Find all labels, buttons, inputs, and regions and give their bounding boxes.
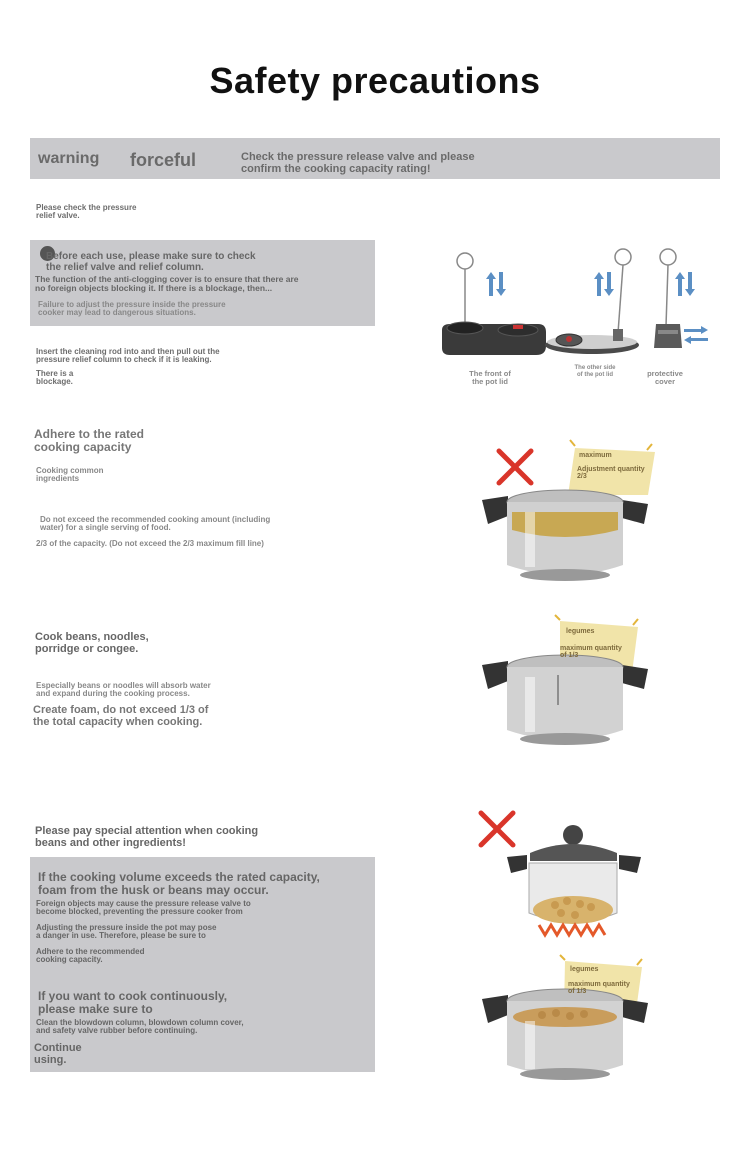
bubble-legumes-title-2: legumes xyxy=(570,966,599,973)
caption-protective-cover: protective cover xyxy=(647,369,683,387)
foam-warning-text: Create foam, do not exceed 1/3 of the total capacity when cooking. xyxy=(33,704,209,728)
continue-using-text: Continue using. xyxy=(34,1042,82,1066)
bubble-legumes-title: legumes xyxy=(566,628,595,635)
rated-capacity-heading: Adhere to the rated cooking capacity xyxy=(34,427,145,454)
leftright-arrows-icon xyxy=(684,326,708,344)
updown-arrows-icon xyxy=(594,272,614,296)
beans-noodles-heading: Cook beans, noodles, porridge or congee. xyxy=(35,631,149,655)
common-ingredients-text: Cooking common ingredients xyxy=(36,466,104,484)
especially-beans-text: Especially beans or noodles will absorb water and expand during the cooking process. xyxy=(36,681,211,699)
clean-blowdown-text: Clean the blowdown column, blowdown column cover, and safety valve rubber before continuing. xyxy=(36,1018,244,1036)
bubble-maximum-title: maximum xyxy=(579,452,612,459)
banner-forceful-label: forceful xyxy=(130,150,197,170)
before-use-text: Before each use, please make sure to check the relief valve and relief column. xyxy=(46,251,256,273)
continuous-cooking-text: If you want to cook continuously, please make sure to xyxy=(38,989,228,1016)
two-thirds-text: 2/3 of the capacity. (Do not exceed the 2/3 maximum fill line) xyxy=(36,539,264,548)
banner-warning-label: warning xyxy=(38,150,100,167)
caption-lid-back: The other side of the pot lid xyxy=(574,365,616,378)
continuous-cooking-box xyxy=(30,857,375,1072)
adhere-capacity-text: Adhere to the recommended cooking capacity. xyxy=(36,947,145,965)
anti-clog-function-text: The function of the anti-clogging cover is to ensure that there are no foreign objects blocking it. If there is a blockage, then... xyxy=(35,274,299,293)
exceeds-capacity-text: If the cooking volume exceeds the rated capacity, foam from the husk or beans may occur. xyxy=(38,870,320,897)
caption-lid-front: The front of the pot lid xyxy=(469,369,511,387)
updown-arrows-icon xyxy=(675,272,695,296)
bubble-one-third-text: maximum quantity of 1/3 xyxy=(560,645,622,660)
special-attention-heading: Please pay special attention when cooking beans and other ingredients! xyxy=(35,825,259,849)
warning-banner xyxy=(30,138,720,179)
foreign-objects-text: Foreign objects may cause the pressure release valve to become blocked, preventing the pressure cooker from xyxy=(36,899,251,917)
insert-rod-text: Insert the cleaning rod into and then pull out the pressure relief column to check if it is leaking. xyxy=(36,347,220,365)
lid-back-illustration xyxy=(545,248,645,363)
bubble-adjustment-text: Adjustment quantity 2/3 xyxy=(577,466,645,481)
failure-warning-text: Failure to adjust the pressure inside the pressure cooker may lead to dangerous situations. xyxy=(38,300,226,318)
glass-pot-overflow-illustration xyxy=(505,825,645,940)
bubble-one-third-text-2: maximum quantity of 1/3 xyxy=(568,981,630,996)
banner-message: Check the pressure release valve and please confirm the cooking capacity rating! xyxy=(241,151,475,175)
do-not-exceed-text: Do not exceed the recommended cooking amount (including water) for a single serving of food. xyxy=(40,515,271,533)
blockage-text: There is a blockage. xyxy=(36,369,74,387)
adjusting-pressure-text: Adjusting the pressure inside the pot may pose a danger in use. Therefore, please be sure to xyxy=(36,923,217,941)
check-valve-text: Please check the pressure relief valve. xyxy=(36,203,137,221)
valve-info-box xyxy=(30,240,375,326)
page-title: Safety precautions xyxy=(209,60,541,101)
updown-arrows-icon xyxy=(486,272,506,296)
lid-front-illustration xyxy=(438,250,548,365)
